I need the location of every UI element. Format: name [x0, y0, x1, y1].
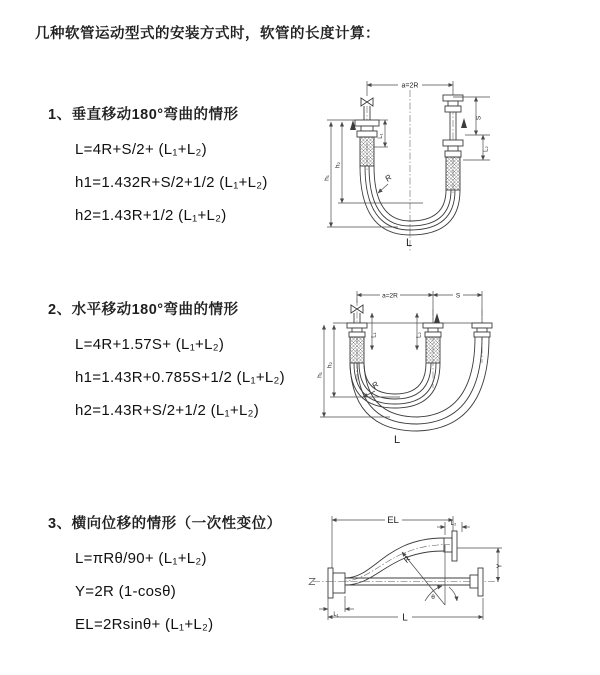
- formula-h1: h1=1.43R+0.785S+1/2 (L₁+L₂): [75, 369, 285, 386]
- dim-label-r: R: [383, 172, 394, 184]
- dimension-l1: [372, 313, 378, 350]
- diagram-horizontal-bend: [315, 283, 600, 455]
- angle-theta: [402, 545, 457, 605]
- dim-label-l1: L₁: [371, 332, 378, 338]
- left-flange: [328, 568, 345, 598]
- diagram-lateral-displacement: [305, 508, 600, 638]
- dimension-l2: [483, 135, 490, 160]
- formula-length: L=πRθ/90+ (L₁+L₂): [75, 550, 207, 567]
- dim-label-r: R: [370, 379, 381, 391]
- dim-label-s: S: [475, 115, 483, 121]
- dim-label-l: L: [393, 434, 401, 446]
- dim-label-l1: L₁: [378, 133, 384, 139]
- diagram-vertical-bend: [318, 70, 600, 262]
- dimension-l2: [417, 313, 423, 350]
- dim-label-s: S: [455, 292, 461, 300]
- page-title: 几种软管运动型式的安装方式时，软管的长度计算：: [35, 26, 380, 42]
- valve-icon: [361, 98, 373, 106]
- u-bend-hose-original: [350, 363, 440, 408]
- dim-label-a2r: a=2R: [382, 292, 398, 300]
- dim-label-l2: L₂: [483, 146, 490, 152]
- upper-flange: [444, 531, 457, 561]
- middle-pipe-fitting: [423, 323, 443, 363]
- dimension-l1: [319, 596, 354, 618]
- section-vertical-bend: [48, 103, 348, 232]
- braided-hose: [360, 137, 374, 166]
- dim-label-l1: L₁: [333, 612, 339, 618]
- section-heading: 2、水平移动180°弯曲的情形: [48, 302, 239, 318]
- dim-label-h2: h₂: [326, 361, 334, 369]
- dim-label-r: R: [401, 554, 413, 565]
- dim-label-a2r: a=2R: [401, 82, 419, 90]
- section-heading: 3、横向位移的情形（一次性变位）: [48, 516, 282, 532]
- formula-h2: h2=1.43R+1/2 (L₁+L₂): [75, 207, 227, 224]
- dim-label-h1: h₁: [316, 372, 324, 378]
- dim-label-l: L: [402, 612, 408, 624]
- flow-arrow: [461, 118, 467, 128]
- braided-hose: [426, 337, 440, 363]
- flow-arrow: [434, 313, 440, 323]
- formula-y: Y=2R (1-cosθ): [75, 583, 177, 600]
- dimension-a-2r: [357, 293, 433, 300]
- right-pipe-fitting: [443, 95, 463, 190]
- right-pipe-fitting: [472, 323, 492, 337]
- section-lateral-displacement: [48, 512, 348, 641]
- dimension-l: [328, 598, 483, 624]
- section-heading: 1、垂直移动180°弯曲的情形: [48, 107, 239, 123]
- radius-callout: [378, 173, 394, 193]
- braided-hose: [350, 337, 364, 363]
- dimension-s: [433, 293, 482, 300]
- left-pipe-fitting: [347, 323, 367, 363]
- dimension-el: [332, 515, 453, 568]
- dim-label-theta: θ: [431, 594, 435, 601]
- dim-label-h2: h₂: [334, 161, 342, 169]
- dim-label-y: Y: [496, 563, 504, 569]
- section-horizontal-bend: [48, 298, 348, 427]
- dim-label-l2: L₂: [416, 332, 423, 338]
- formula-length: L=4R+1.57S+ (L₁+L₂): [75, 336, 225, 353]
- formula-h2: h2=1.43R+S/2+1/2 (L₁+L₂): [75, 402, 260, 419]
- braided-hose: [446, 157, 460, 190]
- dim-label-l: L: [405, 237, 413, 249]
- dim-label-h1: h₁: [323, 175, 331, 181]
- lower-flange: [470, 568, 483, 596]
- formula-el: EL=2Rsinθ+ (L₁+L₂): [75, 616, 214, 633]
- dim-label-l2: L₂: [450, 521, 457, 527]
- dim-label-el: EL: [387, 515, 399, 526]
- formula-h1: h1=1.432R+S/2+1/2 (L₁+L₂): [75, 174, 268, 191]
- formula-length: L=4R+S/2+ (L₁+L₂): [75, 141, 207, 158]
